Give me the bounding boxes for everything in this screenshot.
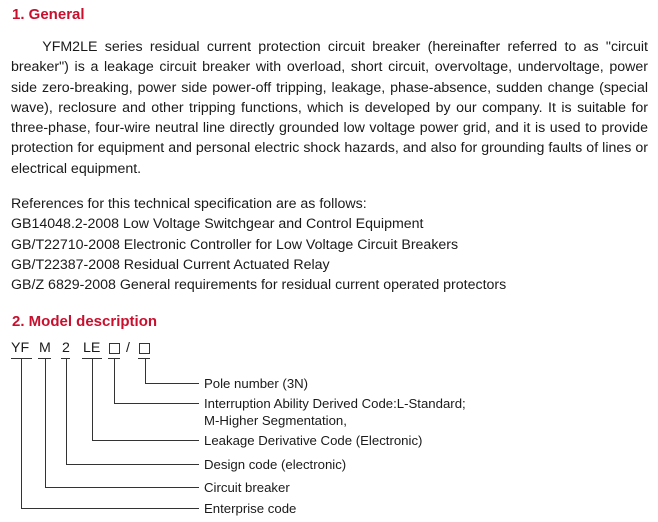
model-code-slash: / (126, 340, 130, 356)
references-intro: References for this technical specification are as follows: (11, 196, 367, 212)
reference-item: GB14048.2-2008 Low Voltage Switchgear and Control Equipment (11, 216, 424, 233)
connector-interruption (115, 358, 200, 404)
model-code-leakage: LE (83, 340, 101, 356)
general-paragraph: YFM2LE series residual current protection circuit breaker (hereinafter referred to as "circuit breaker") is a leakage circuit breaker with overload, short circuit, overvoltage, undervoltage, power side zero-breaking, power side power-off tripping, leakage, phase-absence, sudden change (special wave), reclosure and other tripping functions, which is developed by our company. It is suitable for three-phase, four-wire neutral line directly grounded low voltage power grid, and it is used to provide protection for equipment and personal electric shock hazards, and also for grounding faults of lines or electrical equipment. (11, 39, 648, 177)
desc-leakage: Leakage Derivative Code (Electronic) (204, 433, 423, 448)
section-heading-general: 1. General (12, 6, 85, 23)
connector-enterprise (22, 358, 200, 509)
model-code-design: 2 (62, 340, 70, 356)
reference-item: GB/Z 6829-2008 General requirements for residual current operated protectors (11, 277, 507, 294)
section-heading-model-description: 2. Model description (12, 313, 158, 330)
desc-design: Design code (electronic) (204, 457, 347, 472)
model-code-enterprise: YF (11, 340, 30, 356)
desc-interruption-line2: M-Higher Segmentation, (204, 413, 347, 428)
desc-interruption-line1: Interruption Ability Derived Code:L-Standard; (204, 396, 466, 411)
desc-enterprise: Enterprise code (204, 501, 297, 516)
reference-item: GB/T22710-2008 Electronic Controller for Low Voltage Circuit Breakers (11, 236, 459, 253)
reference-item: GB/T22387-2008 Residual Current Actuated Relay (11, 256, 330, 273)
desc-breaker: Circuit breaker (204, 480, 290, 495)
desc-pole-number: Pole number (3N) (204, 376, 309, 391)
connector-pole (146, 358, 200, 384)
connector-breaker (46, 358, 200, 488)
model-code-breaker: M (39, 340, 51, 356)
connector-design (67, 358, 200, 465)
